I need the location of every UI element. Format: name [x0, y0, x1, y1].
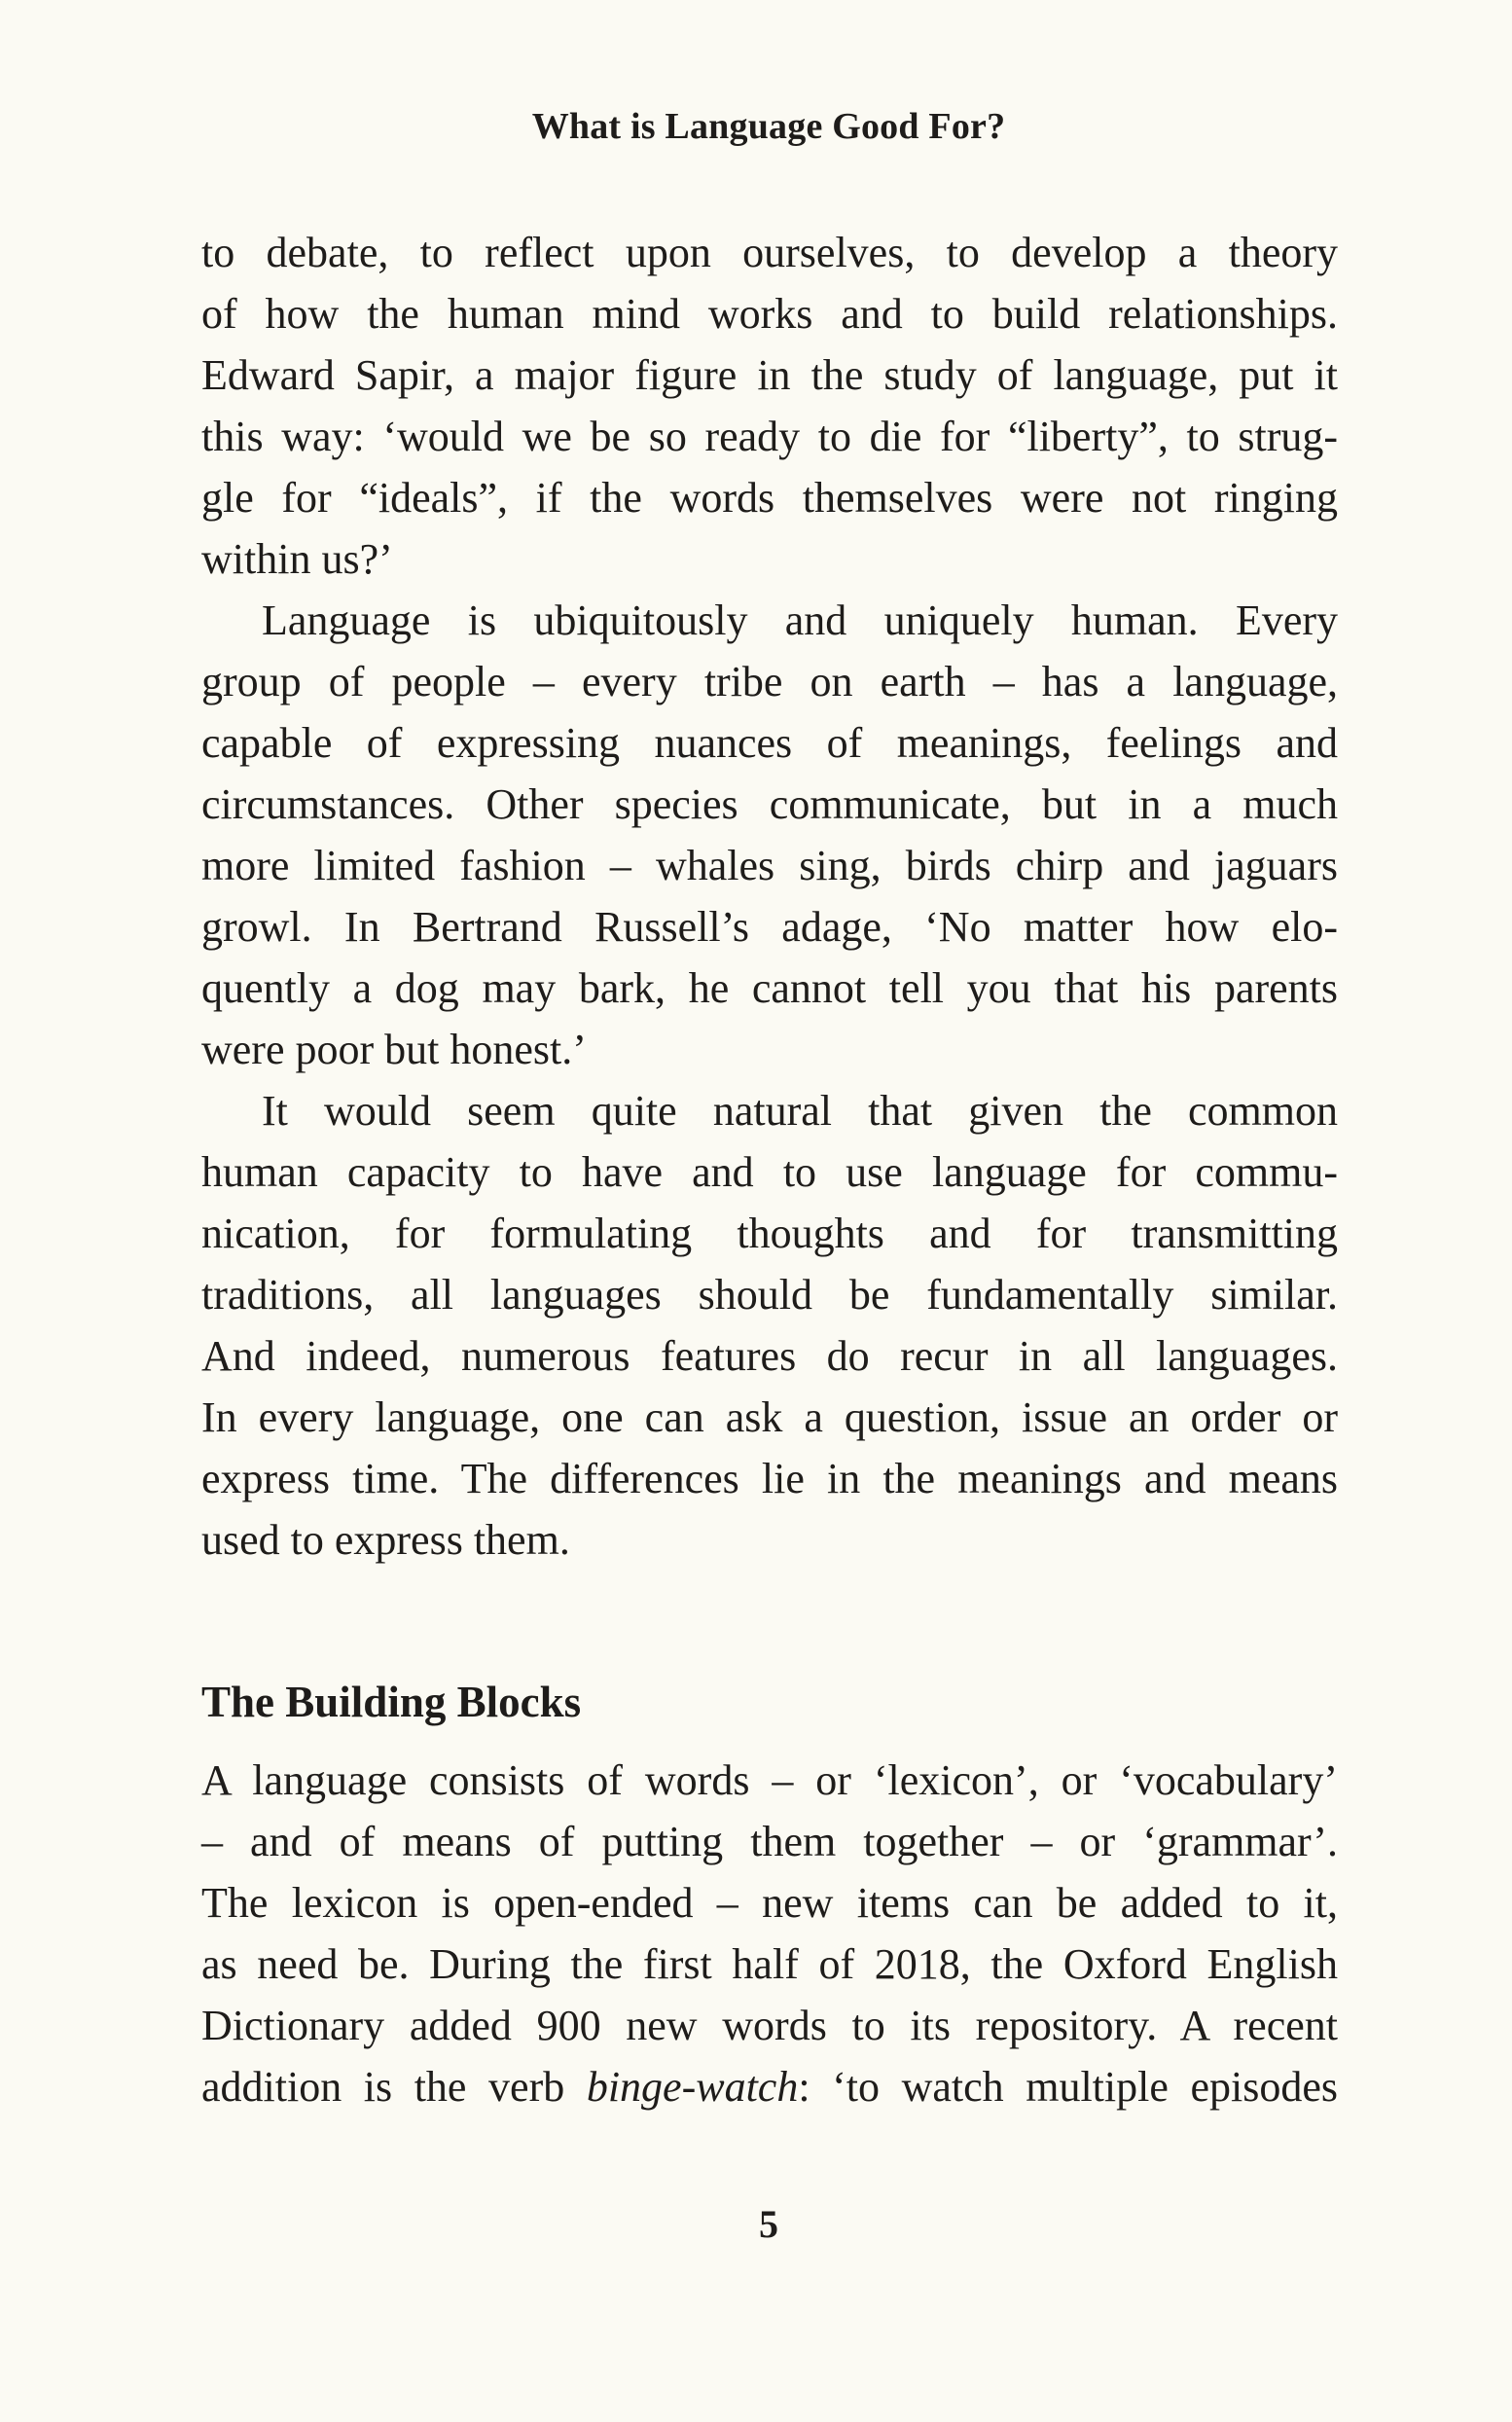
page-number: 5 [759, 2202, 778, 2246]
text-line: more limited fashion – whales sing, birds chirp and jaguars [201, 842, 1338, 889]
text-line: human capacity to have and to use language for commu- [201, 1148, 1338, 1196]
text-line: gle for “ideals”, if the words themselves were not ringing [201, 474, 1338, 522]
paragraph-3 [201, 1080, 1338, 1571]
italic-term: binge-watch [586, 2063, 799, 2111]
text-line: And indeed, numerous features do recur in all languages. [201, 1332, 1338, 1380]
text-line: Edward Sapir, a major figure in the study of language, put it [201, 351, 1338, 399]
text-line: within us?’ [201, 535, 393, 583]
text-line: growl. In Bertrand Russell’s adage, ‘No matter how elo- [201, 903, 1338, 951]
text-line: this way: ‘would we be so ready to die for “liberty”, to strug- [201, 413, 1338, 460]
text-line: used to express them. [201, 1516, 570, 1564]
paragraph-1 [201, 222, 1338, 590]
text-line: quently a dog may bark, he cannot tell you that his parents [201, 964, 1338, 1012]
paragraph-2 [201, 590, 1338, 1080]
text-line: A language consists of words – or ‘lexicon’, or ‘vocabulary’ [201, 1756, 1338, 1804]
text-line: capable of expressing nuances of meanings, feelings and [201, 719, 1338, 767]
text-line: traditions, all languages should be fundamentally similar. [201, 1271, 1338, 1319]
text-line: of how the human mind works and to build relationships. [201, 290, 1338, 338]
text-line: group of people – every tribe on earth – has a language, [201, 658, 1338, 705]
text-line: as need be. During the first half of 2018, the Oxford English [201, 1940, 1338, 1988]
text-run: addition is the verb [201, 2063, 587, 2111]
text-line: In every language, one can ask a question, issue an order or [201, 1393, 1338, 1441]
text-line: – and of means of putting them together – or ‘grammar’. [201, 1818, 1338, 1865]
text-run: : ‘to watch multiple episodes [798, 2063, 1338, 2111]
text-line: It would seem quite natural that given the common [262, 1087, 1338, 1135]
running-head: What is Language Good For? [531, 106, 1006, 147]
text-line: nication, for formulating thoughts and for transmitting [201, 1210, 1338, 1257]
text-line: were poor but honest.’ [201, 1026, 587, 1073]
text-line: The lexicon is open-ended – new items can be added to it, [201, 1879, 1338, 1927]
text-line: to debate, to reflect upon ourselves, to develop a theory [201, 229, 1338, 276]
text-line: Dictionary added 900 new words to its repository. A recent [201, 2002, 1338, 2049]
paragraph-4 [201, 1750, 1338, 2117]
text-line: express time. The differences lie in the meanings and means [201, 1455, 1338, 1502]
text-line: circumstances. Other species communicate, but in a much [201, 780, 1338, 828]
text-line [201, 2056, 1338, 2117]
text-line: Language is ubiquitously and uniquely human. Every [262, 596, 1338, 644]
section-heading: The Building Blocks [201, 1678, 582, 1726]
